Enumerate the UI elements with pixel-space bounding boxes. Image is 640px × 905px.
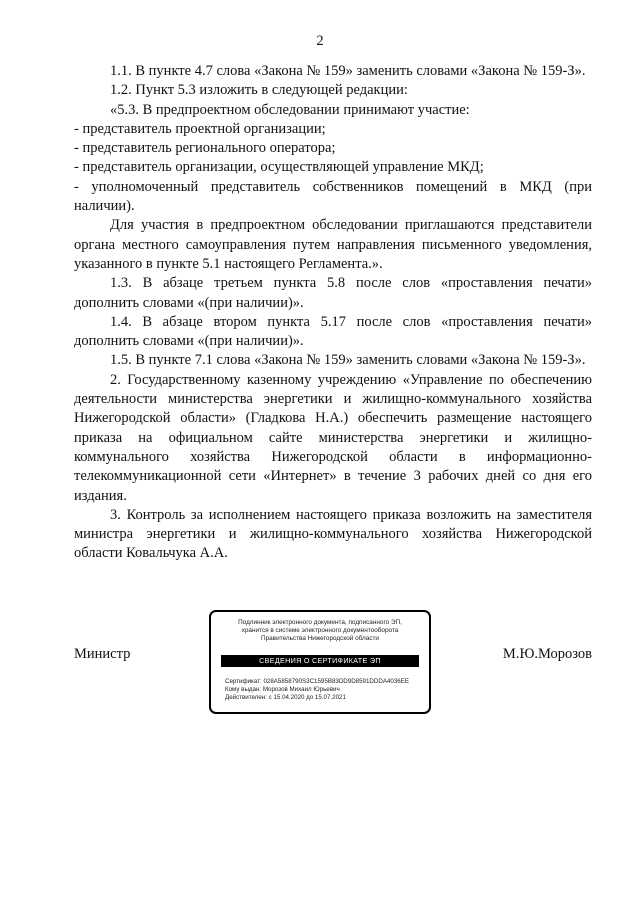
certificate-owner: Кому выдан: Морозов Михаил Юрьевич [225, 686, 340, 694]
paragraph-1-5: 1.5. В пункте 7.1 слова «Закона № 159» заменить словами «Закона № 159-З». [110, 352, 586, 369]
stamp-header: СВЕДЕНИЯ О СЕРТИФИКАТЕ ЭП [221, 655, 419, 667]
signatory-position: Министр [74, 646, 131, 662]
list-item: - представитель организации, осуществляющей управление МКД; [74, 159, 484, 176]
paragraph-1-2: 1.2. Пункт 5.3 изложить в следующей редакции: [110, 82, 408, 99]
certificate-number: Сертификат: 028A5858790S3C1595B83DD9D8591DDDA4036EE [225, 678, 409, 685]
stamp-note-line: Правительства Нижегородской области [260, 635, 380, 642]
certificate-validity: Действителен: с 15.04.2020 до 15.07.2021 [225, 694, 346, 702]
list-item: - уполномоченный представитель собственников помещений в МКД (при наличии). [74, 178, 592, 215]
paragraph-3: 3. Контроль за исполнением настоящего приказа возложить на заместителя министра энергетики и жилищно-коммунального хозяйства Нижегородской области Ковальчука А.А. [74, 506, 592, 562]
paragraph-invitation: Для участия в предпроектном обследовании приглашаются представители органа местного самоуправления путем направления письменного уведомления, указанного в пункте 5.1 настоящего Регламента.». [74, 217, 592, 272]
paragraph-2: 2. Государственному казенному учреждению «Управление по обеспечению деятельности министерства энергетики и жилищно-коммунального хозяйства Нижегородской области» (Гладкова Н.А.) обеспечить размещение настоящего приказа на официальном сайте министерства энергетики и жилищно-коммунального хозяйства Нижегородской области в информационно-телекоммуникационной сети «Интернет» в течение 3 рабочих дней со дня его издания. [74, 371, 592, 504]
paragraph-1-4: 1.4. В абзаце втором пункта 5.17 после слов «проставления печати» дополнить словами «(при наличии)». [74, 313, 592, 350]
paragraph-5-3: «5.3. В предпроектном обследовании принимают участие: [110, 101, 470, 118]
stamp-note-line: хранится в системе электронного документооборота [241, 627, 399, 634]
list-item: - представитель проектной организации; [74, 120, 326, 137]
signatory-name: М.Ю.Морозов [502, 646, 592, 662]
e-signature-stamp [209, 610, 431, 714]
paragraph-1-1: 1.1. В пункте 4.7 слова «Закона № 159» заменить словами «Закона № 159-З». [110, 63, 586, 79]
paragraph-1-3: 1.3. В абзаце третьем пункта 5.8 после слов «проставления печати» дополнить словами «(при наличии)». [74, 275, 592, 311]
page-number: 2 [316, 33, 324, 49]
document-body [74, 62, 592, 564]
stamp-note [217, 619, 423, 643]
stamp-fields [225, 678, 423, 703]
stamp-note-line: Подлинник электронного документа, подписанного ЭП, [238, 619, 402, 626]
list-item: - представитель регионального оператора; [74, 140, 336, 157]
